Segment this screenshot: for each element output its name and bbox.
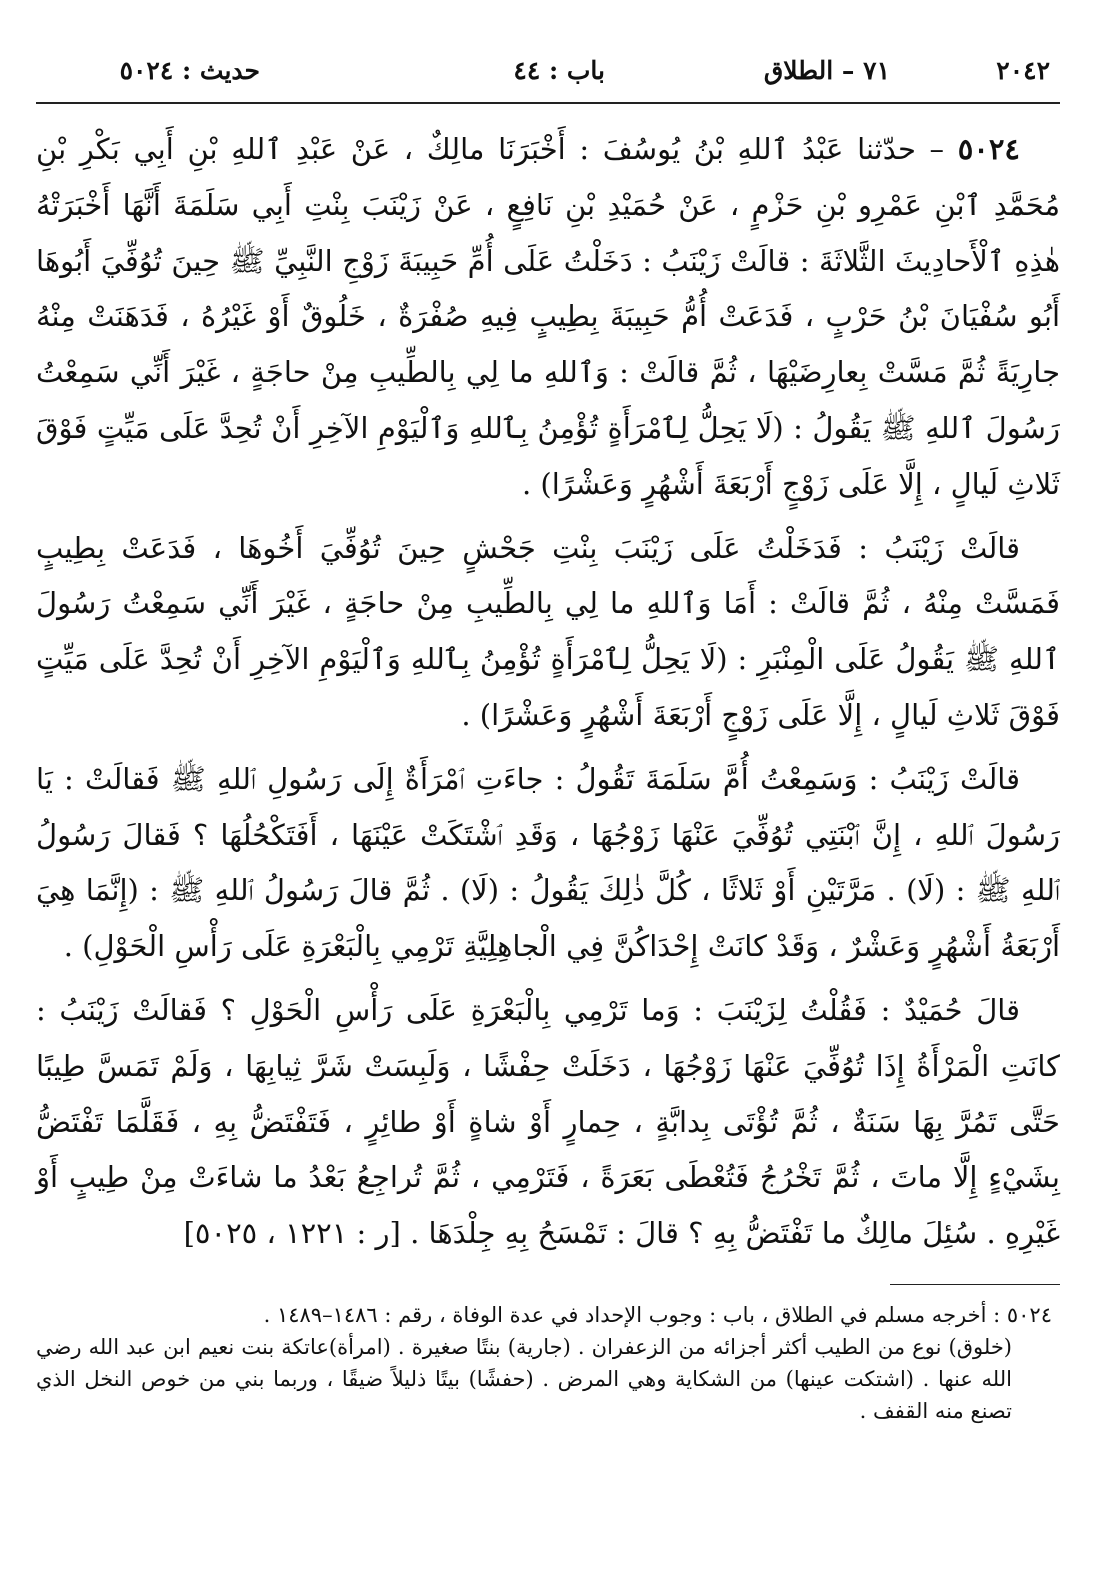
footnote-rule: [890, 1284, 1060, 1285]
hadith-body: [36, 122, 1060, 1262]
bab-number: باب : ٤٤: [513, 56, 605, 85]
paragraph-4: قالَ حُمَيْدٌ : فَقُلْتُ لِزَيْنَبَ : وَما تَرْمِي بِالْبَعْرَةِ عَلَى رَأْسِ الْحَوْلِ ؟ فَقالَتْ زَيْنَبُ : كانَتِ الْمَرْأَةُ إِذَا تُوُفِّيَ عَنْهَا زَوْجُهَا ، دَخَلَتْ حِفْشًا ، وَلَبِسَتْ شَرَّ ثِيابِهَا ، وَلَمْ تَمَسَّ طِيبًا حَتَّى تَمُرَّ بِهَا سَنَةٌ ، ثُمَّ تُؤْتَى بِدابَّةٍ ، حِمارٍ أَوْ شاةٍ أَوْ طائِرٍ ، فَتَفْتَضُّ بِهِ ، فَقَلَّمَا تَفْتَضُّ بِشَيْءٍ إِلَّا ماتَ ، ثُمَّ تَخْرُجُ فَتُعْطَى بَعَرَةً ، فَتَرْمِي ، ثُمَّ تُراجِعُ بَعْدُ ما شاءَتْ مِنْ طِيبٍ أَوْ غَيْرِهِ . سُئِلَ مالِكٌ ما تَفْتَضُّ بِهِ ؟ قالَ : تَمْسَحُ بِهِ جِلْدَهَا . [ر : ١٢٢١ ، ٥٠٢٥]: [36, 992, 1060, 1251]
footnotes: [36, 1299, 1060, 1427]
hadith-number: حديث : ٥٠٢٤: [119, 56, 260, 85]
footnote-takhrij: ٥٠٢٤ : أخرجه مسلم في الطلاق ، باب : وجوب الإحداد في عدة الوفاة ، رقم : ١٤٨٦–١٤٨٩ .: [263, 1302, 1052, 1327]
hadith-label: ٥٠٢٤: [957, 132, 1020, 166]
running-header: [36, 42, 1060, 98]
chapter-title: ٧١ – الطلاق: [763, 56, 890, 85]
paragraph-3: قالَتْ زَيْنَبُ : وَسَمِعْتُ أُمَّ سَلَمَةَ تَقُولُ : جاءَتِ ٱمْرَأَةٌ إِلَى رَسُولِ ٱللهِ ﷺ فَقالَتْ : يَا رَسُولَ ٱللهِ ، إِنَّ ٱبْنَتِي تُوُفِّيَ عَنْهَا زَوْجُهَا ، وَقَدِ ٱشْتَكَتْ عَيْنَهَا ، أَفَتَكْحُلُهَا ؟ فَقالَ رَسُولُ ٱللهِ ﷺ : (لَا) . مَرَّتَيْنِ أَوْ ثَلاثًا ، كُلَّ ذٰلِكَ يَقُولُ : (لَا) . ثُمَّ قالَ رَسُولُ ٱللهِ ﷺ : (إِنَّمَا هِيَ أَرْبَعَةُ أَشْهُرٍ وَعَشْرٌ ، وَقَدْ كانَتْ إِحْدَاكُنَّ فِي الْجاهِلِيَّةِ تَرْمِي بِالْبَعْرَةِ عَلَى رَأْسِ الْحَوْلِ) .: [36, 761, 1060, 964]
paragraph-2: قالَتْ زَيْنَبُ : فَدَخَلْتُ عَلَى زَيْنَبَ بِنْتِ جَحْشٍ حِينَ تُوُفِّيَ أَخُوهَا ، فَدَعَتْ بِطِيبٍ فَمَسَّتْ مِنْهُ ، ثُمَّ قالَتْ : أَمَا وَٱللهِ ما لِي بِالطِّيبِ مِنْ حاجَةٍ ، غَيْرَ أَنِّي سَمِعْتُ رَسُولَ ٱللهِ ﷺ يَقُولُ عَلَى الْمِنْبَرِ : (لَا يَحِلُّ لِٱمْرَأَةٍ تُؤْمِنُ بِٱللهِ وَٱلْيَوْمِ الآخِرِ أَنْ تُحِدَّ عَلَى مَيِّتٍ فَوْقَ ثَلاثِ لَيالٍ ، إِلَّا عَلَى زَوْجٍ أَرْبَعَةَ أَشْهُرٍ وَعَشْرًا) .: [36, 530, 1060, 732]
paragraph-1-text: – حدّثنا عَبْدُ ٱللهِ بْنُ يُوسُفَ : أَخْبَرَنَا مالِكٌ ، عَنْ عَبْدِ ٱللهِ بْنِ أَبِي بَكْرِ بْنِ مُحَمَّدِ ٱبْنِ عَمْرِو بْنِ حَزْمٍ ، عَنْ حُمَيْدِ بْنِ نَافِعٍ ، عَنْ زَيْنَبَ بِنْتِ أَبِي سَلَمَةَ أَنَّهَا أَخْبَرَتْهُ هٰذِهِ ٱلْأَحادِيثَ الثَّلاثَةَ : قالَتْ زَيْنَبُ : دَخَلْتُ عَلَى أُمِّ حَبِيبَةَ زَوْجِ النَّبِيِّ ﷺ حِينَ تُوُفِّيَ أَبُوهَا أَبُو سُفْيَانَ بْنُ حَرْبٍ ، فَدَعَتْ أُمُّ حَبِيبَةَ بِطِيبٍ فِيهِ صُفْرَةٌ ، خَلُوقٌ أَوْ غَيْرُهُ ، فَدَهَنَتْ مِنْهُ جارِيَةً ثُمَّ مَسَّتْ بِعارِضَيْهَا ، ثُمَّ قالَتْ : وَٱللهِ ما لِي بِالطِّيبِ مِنْ حاجَةٍ ، غَيْرَ أَنِّي سَمِعْتُ رَسُولَ ٱللهِ ﷺ يَقُولُ : (لَا يَحِلُّ لِٱمْرَأَةٍ تُؤْمِنُ بِٱللهِ وَٱلْيَوْمِ الآخِرِ أَنْ تُحِدَّ عَلَى مَيِّتٍ فَوْقَ ثَلاثِ لَيالٍ ، إِلَّا عَلَى زَوْجٍ أَرْبَعَةَ أَشْهُرٍ وَعَشْرًا) .: [36, 132, 1060, 501]
footnote-glossary: (خلوق) نوع من الطيب أكثر أجزائه من الزعفران . (جارية) بنتًا صغيرة . (امرأة)عاتكة بنت نعيم ابن عبد الله رضي الله عنها . (اشتكت عينها) من الشكاية وهي المرض . (حفشًا) بيتًا ذليلاً ضيقًا ، وربما بني من خوص النخل الذي تصنع منه القفف .: [36, 1334, 1012, 1423]
header-rule: [36, 102, 1060, 104]
page-number: ٢٠٤٢: [996, 56, 1050, 85]
paragraph-1: [36, 122, 1060, 513]
